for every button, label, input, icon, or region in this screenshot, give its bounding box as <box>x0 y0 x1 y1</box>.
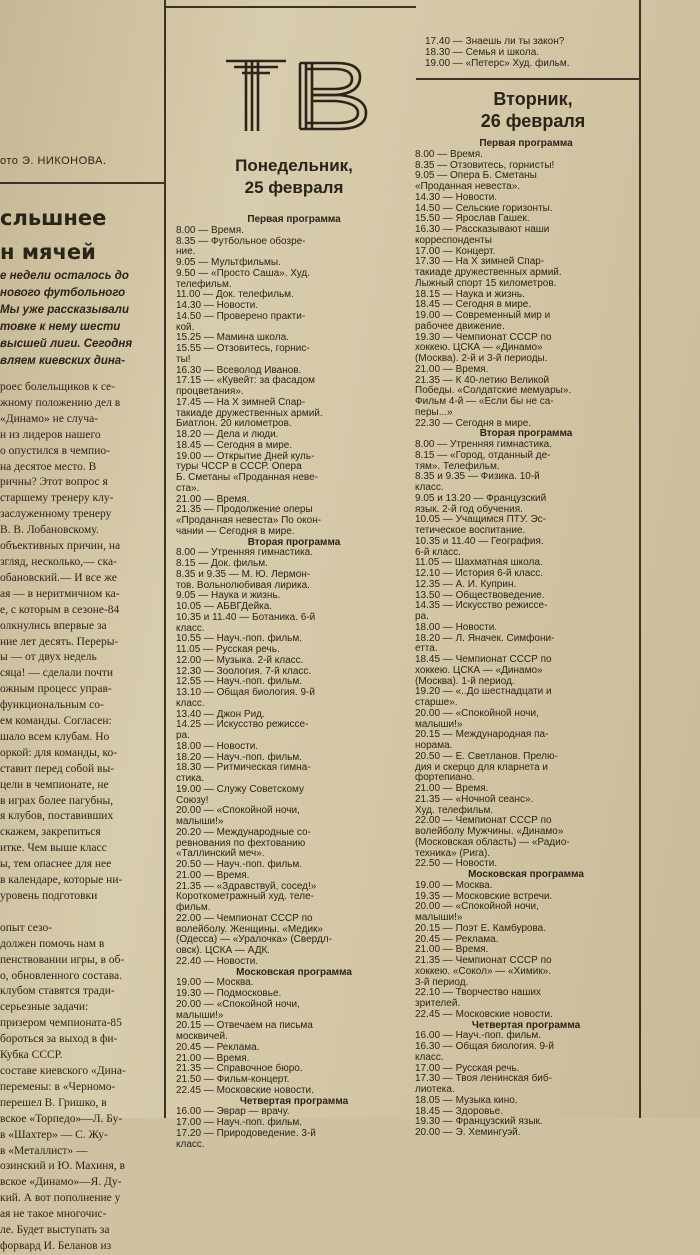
schedule-line: 19.30 — Подмосковье. <box>176 988 282 999</box>
article-body-line: уровень подготовки <box>0 890 98 902</box>
schedule-line: Победы. «Солдатские мемуары». <box>415 385 572 397</box>
schedule-line: 13.40 — Джон Рид. <box>176 708 265 720</box>
schedule-line: 16.00 — Науч.-поп. фильм. <box>415 1030 542 1042</box>
schedule-line: волейболу. Женщины. «Медик» <box>176 923 323 935</box>
article-body-line: оркой: для команды, ко- <box>0 746 118 759</box>
program-heading: Первая программа <box>479 138 573 149</box>
article-body-line: скажем, закрепиться <box>0 826 101 839</box>
schedule-line: 21.00 — Время. <box>415 783 489 794</box>
schedule-line: 18.30 — Ритмическая гимна- <box>176 762 311 774</box>
schedule-line: Лыжный спорт 15 километров. <box>415 277 557 289</box>
article-body-line: о, обновленного состава. <box>0 969 123 982</box>
schedule-line: перы...» <box>415 406 453 418</box>
article-lead-line: е недели осталось до <box>0 270 129 282</box>
schedule-line: ста». <box>176 482 200 494</box>
schedule-line: москвичей. <box>176 1031 228 1042</box>
schedule-line: 10.35 и 11.40 — Ботаника. 6-й <box>176 611 316 623</box>
article-lead-line: вляем киевских дина- <box>0 355 126 367</box>
schedule-line: 22.45 — Московские новости. <box>415 1008 553 1020</box>
monday-date: 25 февраля <box>244 178 344 197</box>
schedule-line: 14.50 — Проверено практи- <box>176 310 306 322</box>
schedule-line: 10.55 — Науч.-поп. фильм. <box>176 633 303 645</box>
schedule-line: 12.35 — А. И. Куприн. <box>415 578 517 590</box>
schedule-line: 12.10 — История 6-й класс. <box>415 568 544 579</box>
article-body-line: в играх более пагубны, <box>0 794 114 807</box>
schedule-line: волейболу Мужчины. «Динамо» <box>415 826 564 837</box>
schedule-line: телефильм. <box>176 278 232 290</box>
schedule-line: 20.15 — Отвечаем на письма <box>176 1020 313 1032</box>
schedule-line: 19.00 — Открытие Дней куль- <box>176 450 315 462</box>
program-heading: Первая программа <box>247 214 341 225</box>
article-body-line: ставит перед собой вы- <box>0 762 115 775</box>
article-body-line: вское «Торпедо»—Л. Бу- <box>0 1112 123 1125</box>
tuesday-schedule <box>415 139 637 1139</box>
schedule-line: фортепиано. <box>415 772 475 784</box>
schedule-line: 8.00 — Утренняя гимнастика. <box>415 439 553 450</box>
schedule-line: малыши!» <box>415 912 463 923</box>
article-body-line: жному положению дел в <box>0 396 121 409</box>
program-heading: Вторая программа <box>479 428 573 440</box>
schedule-line: ра. <box>415 611 429 622</box>
schedule-line: фильм. <box>176 902 211 913</box>
schedule-line: 11.05 — Русская речь. <box>176 644 280 655</box>
schedule-line: тям». Телефильм. <box>415 460 500 472</box>
article-body-line: ая — в неритмичном ка- <box>0 587 120 600</box>
article-body-line: пенствовании игры, в об- <box>0 953 125 966</box>
schedule-line: Фильм 4-й — «Если бы не са- <box>415 396 554 407</box>
schedule-line: техника» (Рига). <box>415 847 491 859</box>
schedule-line: дия и скерцо для кларнета и <box>415 761 548 773</box>
schedule-line: 22.10 — Творчество наших <box>415 987 541 999</box>
article-body-line: ы, тем опаснее для нее <box>0 858 112 871</box>
article-body-line: на десятое место. В <box>0 460 97 473</box>
schedule-line: 20.00 — Э. Хемингуэй. <box>415 1127 521 1138</box>
schedule-line: 21.00 — Время. <box>176 493 250 505</box>
article-body-line: ы — от двух недель <box>0 651 97 664</box>
schedule-line: 17.30 — Твоя ленинская биб- <box>415 1073 552 1085</box>
schedule-line: Биатлон. 20 километров. <box>176 418 292 430</box>
schedule-line: Б. Сметаны «Проданная неве- <box>176 472 318 483</box>
schedule-line: овск). ЦСКА — АДК. <box>176 945 271 956</box>
schedule-line: 19.00 — «Петерс» Худ. фильм. <box>425 57 570 69</box>
column-rule-right <box>639 0 641 1118</box>
schedule-line: 12.55 — Науч.-поп. фильм. <box>176 676 303 688</box>
schedule-line: 17.40 — Знаешь ли ты закон? <box>425 36 565 47</box>
schedule-line: 8.35 — Футбольное обозре- <box>176 235 306 247</box>
schedule-line: 18.30 — Семья и школа. <box>425 46 540 58</box>
article-body-line: обановский.— И все же <box>0 571 117 584</box>
schedule-line: 22.45 — Московские новости. <box>176 1084 314 1096</box>
article-body-line: роес болельщиков к се- <box>0 381 115 393</box>
schedule-line: малыши!» <box>176 816 224 827</box>
photo-caption: ото Э. НИКОНОВА. <box>0 155 107 167</box>
schedule-line: тетическое воспитание. <box>415 525 526 536</box>
article-body-line: шало всем клубам. Но <box>0 730 110 743</box>
schedule-line: 17.45 — На X зимней Спар- <box>176 396 306 408</box>
schedule-line: 20.00 — «Спокойной ночи, <box>415 901 539 913</box>
schedule-line: 13.50 — Обществоведение. <box>415 589 545 601</box>
schedule-line: 22.40 — Новости. <box>176 955 259 967</box>
program-heading: Четвертая программа <box>239 1095 349 1107</box>
article-body-line: в «Металлист» — <box>0 1144 88 1157</box>
schedule-line: 8.35 и 9.35 — Физика. 10-й <box>415 471 540 483</box>
schedule-line: «Таллинский меч». <box>176 848 265 860</box>
schedule-line: 6-й класс. <box>415 546 461 558</box>
article-body-line: згляд, несколько,— ска- <box>0 555 117 568</box>
schedule-line: 9.05 — Опера Б. Сметаны <box>415 170 537 182</box>
program-heading: Вторая программа <box>247 536 341 548</box>
schedule-line: 19.00 — Москва. <box>415 879 493 891</box>
tuesday-top-rule <box>416 78 639 80</box>
article-body-line <box>0 905 162 921</box>
article-body-line: я клубов, поставивших <box>0 810 114 823</box>
article-body-line: ле. Будет выступать за <box>0 1224 110 1237</box>
schedule-line: класс. <box>176 622 205 634</box>
schedule-line: 17.30 — На X зимней Спар- <box>415 256 545 268</box>
schedule-line: 14.30 — Новости. <box>415 191 498 203</box>
schedule-line: 19.00 — Современный мир и <box>415 310 551 321</box>
article-lead <box>0 268 162 370</box>
schedule-line: корреспонденты <box>415 234 492 246</box>
schedule-line: Короткометражный худ. теле- <box>176 891 314 903</box>
previous-day-tail <box>425 37 635 69</box>
schedule-line: класс. <box>176 697 205 709</box>
article-body-line: кий. А вот пополнение у <box>0 1192 121 1205</box>
top-rule <box>166 6 416 8</box>
article-body-line: перемены: в «Черномо- <box>0 1080 116 1093</box>
schedule-line: 20.15 — Международная па- <box>415 729 549 741</box>
schedule-line: 21.35 — «Ночной сеанс». <box>415 793 534 805</box>
schedule-line: 10.05 — Учащимся ПТУ. Эс- <box>415 514 546 526</box>
schedule-line: 18.15 — Наука и жизнь. <box>415 288 525 300</box>
schedule-line: 14.50 — Сельские горизонты. <box>415 202 553 214</box>
article-body-line: цели в чемпионате, не <box>0 778 109 791</box>
schedule-line: 14.30 — Новости. <box>176 300 259 311</box>
schedule-line: малыши!» <box>415 718 463 730</box>
schedule-line: 18.20 — Науч.-поп. фильм. <box>176 751 303 763</box>
schedule-line: 14.35 — Искусство режиссе- <box>415 600 548 612</box>
schedule-line: хоккею. «Сокол» — «Химик». <box>415 965 552 977</box>
schedule-line: 18.05 — Музыка кино. <box>415 1094 518 1106</box>
schedule-line: ревнования по фехтованию <box>176 837 306 849</box>
schedule-line: 21.50 — Фильм-концерт. <box>176 1074 290 1085</box>
schedule-line: 20.20 — Международные со- <box>176 826 311 838</box>
schedule-line: 21.35 — Чемпионат СССР по <box>415 955 552 966</box>
schedule-line: 9.05 — Мультфильмы. <box>176 257 281 268</box>
schedule-line: 8.35 и 9.35 — М. Ю. Лермон- <box>176 568 311 580</box>
schedule-line: 16.30 — Общая биология. 9-й <box>415 1041 554 1052</box>
schedule-line: 22.00 — Чемпионат СССР по <box>415 815 552 827</box>
article-body-line: старшему тренеру клу- <box>0 492 114 505</box>
article-body-line: ая не такое многочис- <box>0 1208 107 1221</box>
schedule-line: 20.15 — Поэт Е. Камбурова. <box>415 922 547 934</box>
article-lead-line: нового футбольного <box>0 287 126 299</box>
article-body-line: клубом ставятся тради- <box>0 985 115 998</box>
schedule-line: 21.00 — Время. <box>415 363 489 375</box>
tv-logo-text: ТВ <box>220 55 222 56</box>
schedule-line: 21.00 — Время. <box>415 944 489 956</box>
schedule-line: 9.05 — Наука и жизнь. <box>176 590 281 602</box>
schedule-line: хоккею. ЦСКА — «Динамо» <box>415 664 543 676</box>
schedule-line: 21.00 — Время. <box>176 1052 250 1064</box>
schedule-line: старше». <box>415 697 458 708</box>
schedule-line: 18.45 — Чемпионат СССР по <box>415 654 552 665</box>
schedule-line: «Проданная невеста». <box>415 181 521 192</box>
schedule-line: 10.05 — АБВГДейка. <box>176 601 273 612</box>
schedule-line: 20.50 — Е. Светланов. Прелю- <box>415 750 558 762</box>
schedule-line: ты! <box>176 353 191 365</box>
schedule-line: 12.00 — Музыка. 2-й класс. <box>176 654 304 666</box>
article-body-line: опыт сезо- <box>0 921 53 934</box>
article-body-line: олкнулись впервые за <box>0 619 107 632</box>
schedule-line: 15.25 — Мамина школа. <box>176 332 289 344</box>
tuesday-title <box>430 88 636 132</box>
schedule-line: 16.30 — Рассказывают наши <box>415 224 550 235</box>
schedule-line: класс. <box>176 1138 205 1150</box>
schedule-line: стика. <box>176 773 205 784</box>
column-rule-left <box>164 0 166 1118</box>
schedule-line: 8.15 — Док. фильм. <box>176 558 268 569</box>
schedule-line: 21.35 — К 40-летию Великой <box>415 374 550 386</box>
article-body-line: ем команды. Согласен: <box>0 715 112 728</box>
schedule-line: 21.35 — Справочное бюро. <box>176 1063 303 1075</box>
schedule-line: 10.35 и 11.40 — География. <box>415 535 544 547</box>
article-body-line: итке. Чем выше класс <box>0 842 107 855</box>
schedule-line: 19.30 — Французский язык. <box>415 1116 543 1128</box>
schedule-line: 18.00 — Новости. <box>415 621 498 633</box>
article-body-line: н из лидеров нашего <box>0 428 101 441</box>
schedule-line: 8.00 — Утренняя гимнастика. <box>176 547 314 559</box>
article-body-line: озинский и Ю. Махиня, в <box>0 1160 125 1173</box>
schedule-line: 17.00 — Науч.-поп. фильм. <box>176 1117 303 1128</box>
schedule-line: 17.00 — Концерт. <box>415 245 496 257</box>
monday-title <box>176 155 412 199</box>
article-lead-line: высшей лиги. Сегодня <box>0 338 133 350</box>
schedule-line: 22.00 — Чемпионат СССР по <box>176 912 313 924</box>
program-heading: Московская программа <box>468 869 584 880</box>
tuesday-weekday: Вторник, <box>493 89 573 109</box>
schedule-line: зрителей. <box>415 998 461 1009</box>
article-headline-line-1: сльшнее <box>0 206 107 230</box>
schedule-line: 21.35 — Продолжение оперы <box>176 504 313 516</box>
monday-schedule <box>176 215 412 1150</box>
schedule-line: 8.00 — Время. <box>176 224 244 236</box>
schedule-line: 18.00 — Новости. <box>176 740 259 752</box>
schedule-line: 18.20 — Л. Яначек. Симфони- <box>415 632 555 644</box>
schedule-line: 11.05 — Шахматная школа. <box>415 557 543 569</box>
monday-weekday: Понедельник, <box>235 156 353 175</box>
article-body <box>0 380 162 1255</box>
schedule-line: 19.30 — Чемпионат СССР по <box>415 331 552 343</box>
article-body-line: сяца! — сделали почти <box>0 667 114 680</box>
schedule-line: ра. <box>176 730 190 741</box>
schedule-line: 16.00 — Эврар — врачу. <box>176 1106 290 1118</box>
schedule-line: 8.35 — Отзовитесь, горнисты! <box>415 159 555 171</box>
schedule-line: лиотека. <box>415 1084 455 1095</box>
article-body-line: составе киевского «Дина- <box>0 1064 126 1077</box>
article-body-line: в календаре, которые ни- <box>0 874 123 887</box>
article-body-line: форвард И. Беланов из <box>0 1239 112 1252</box>
schedule-line: 22.30 — Сегодня в мире. <box>415 417 532 429</box>
schedule-line: 18.45 — Здоровье. <box>415 1105 504 1117</box>
schedule-line: малыши!» <box>176 1009 224 1021</box>
schedule-line: тов. Вольнолюбивая лирика. <box>176 579 310 591</box>
article-body-line: вское «Динамо»—Я. Ду- <box>0 1176 122 1189</box>
article-body-line: в «Шахтер» — С. Жу- <box>0 1128 108 1141</box>
schedule-line: (Одесса) — «Уралочка» (Свердл- <box>176 934 332 946</box>
football-article <box>0 0 162 1252</box>
schedule-line: (Москва). 2-й и 3-й периоды. <box>415 353 548 364</box>
schedule-line: 17.00 — Русская речь. <box>415 1062 520 1074</box>
tv-logo <box>220 55 370 135</box>
article-body-line: ричны? Этот вопрос я <box>0 476 108 489</box>
schedule-line: (Москва). 1-й период. <box>415 675 515 687</box>
article-lead-line: Мы уже рассказывали <box>0 304 129 316</box>
program-heading: Четвертая программа <box>471 1019 581 1031</box>
schedule-line: 20.00 — «Спокойной ночи, <box>415 707 539 719</box>
schedule-line: 8.15 — «Город, отданный де- <box>415 449 551 461</box>
article-body-line: ожным процесс управ- <box>0 683 112 696</box>
article-body-line: серьезные задачи: <box>0 1001 89 1014</box>
schedule-line: хоккею. ЦСКА — «Динамо» <box>415 342 543 354</box>
schedule-line: 9.50 — «Просто Саша». Худ. <box>176 267 311 279</box>
schedule-line: 8.00 — Время. <box>415 148 483 160</box>
schedule-line: «Проданная невеста» По окон- <box>176 515 322 526</box>
schedule-line: 9.05 и 13.20 — Французский <box>415 492 547 504</box>
schedule-line: 18.45 — Сегодня в мире. <box>176 439 293 451</box>
schedule-line: етта. <box>415 643 438 655</box>
schedule-line: 19.00 — Москва. <box>176 977 254 989</box>
schedule-line: Худ. телефильм. <box>415 804 494 816</box>
schedule-line: норама. <box>415 740 453 751</box>
article-headline-line-2: н мячей <box>0 240 96 264</box>
article-body-line: ние лет десять. Переры- <box>0 635 119 648</box>
article-body-line: перешел В. Гришко, в <box>0 1096 107 1109</box>
schedule-line: класс. <box>415 1051 444 1063</box>
article-body-line: заслуженному тренеру <box>0 508 112 521</box>
schedule-line: 19.35 — Московские встречи. <box>415 890 553 902</box>
schedule-line: 18.45 — Сегодня в мире. <box>415 299 532 311</box>
schedule-line: язык. 2-й год обучения. <box>415 503 523 515</box>
caption-rule <box>0 182 164 184</box>
schedule-line: 21.35 — «Здравствуй, сосед!» <box>176 880 317 892</box>
schedule-line: 20.00 — «Спокойной ночи, <box>176 998 300 1010</box>
schedule-line: 19.00 — Служу Советскому <box>176 783 305 795</box>
schedule-line: 16.30 — Всеволод Иванов. <box>176 364 302 376</box>
article-body-line: должен помочь нам в <box>0 937 105 950</box>
schedule-line: 13.10 — Общая биология. 9-й <box>176 687 315 698</box>
article-body-line: Кубка СССР. <box>0 1049 63 1062</box>
schedule-line: 20.50 — Науч.-поп. фильм. <box>176 859 303 870</box>
schedule-line: 20.45 — Реклама. <box>415 933 499 945</box>
schedule-line: 18.20 — Дела и люди. <box>176 429 279 440</box>
schedule-line: 17.20 — Природоведение. 3-й <box>176 1127 316 1139</box>
schedule-line: процветания». <box>176 386 244 397</box>
schedule-line: 15.50 — Ярослав Гашек. <box>415 213 530 225</box>
article-body-line: «Динамо» не случа- <box>0 412 99 425</box>
schedule-line: такиаде дружественных армий. <box>176 407 323 419</box>
schedule-line: кой. <box>176 321 195 333</box>
schedule-line: 3-й период. <box>415 976 469 988</box>
schedule-line: 12.30 — Зоология. 7-й класс. <box>176 665 312 677</box>
article-lead-line: товке к нему шести <box>0 321 121 333</box>
schedule-line: чании — Сегодня в мире. <box>176 525 295 537</box>
schedule-line: класс. <box>415 482 444 493</box>
program-heading: Московская программа <box>236 966 352 978</box>
schedule-line: 11.00 — Док. телефильм. <box>176 289 294 301</box>
schedule-line: ние. <box>176 246 196 258</box>
schedule-line: рабочее движение. <box>415 320 505 332</box>
article-body-line: о опустился в чемпио- <box>0 444 110 457</box>
schedule-line: 20.45 — Реклама. <box>176 1041 260 1053</box>
article-body-line: бороться за выход в фи- <box>0 1033 118 1046</box>
schedule-line: 20.00 — «Спокойной ночи, <box>176 805 300 817</box>
schedule-line: туры ЧССР в СССР. Опера <box>176 461 302 473</box>
schedule-line: 17.15 — «Кувейт: за фасадом <box>176 375 315 387</box>
schedule-line: 15.55 — Отзовитесь, горнис- <box>176 343 310 354</box>
article-body-line: е, с которым в сезоне-84 <box>0 603 120 616</box>
schedule-line: (Московская область) — «Радио- <box>415 836 570 848</box>
schedule-line: Союзу! <box>176 794 209 806</box>
tuesday-date: 26 февраля <box>480 111 586 131</box>
schedule-line: 22.50 — Новости. <box>415 858 498 870</box>
article-body-line: объективных причин, на <box>0 540 121 553</box>
schedule-line: 14.25 — Искусство режиссе- <box>176 719 309 731</box>
schedule-line: 21.00 — Время. <box>176 869 250 881</box>
schedule-line: 19.20 — «..До шестнадцати и <box>415 686 552 698</box>
article-body-line: призером чемпионата-85 <box>0 1017 122 1030</box>
article-body-line: В. В. Лобановскому. <box>0 524 99 537</box>
schedule-line: такиаде дружественных армий. <box>415 267 562 278</box>
article-body-line: функциональным со- <box>0 699 104 712</box>
